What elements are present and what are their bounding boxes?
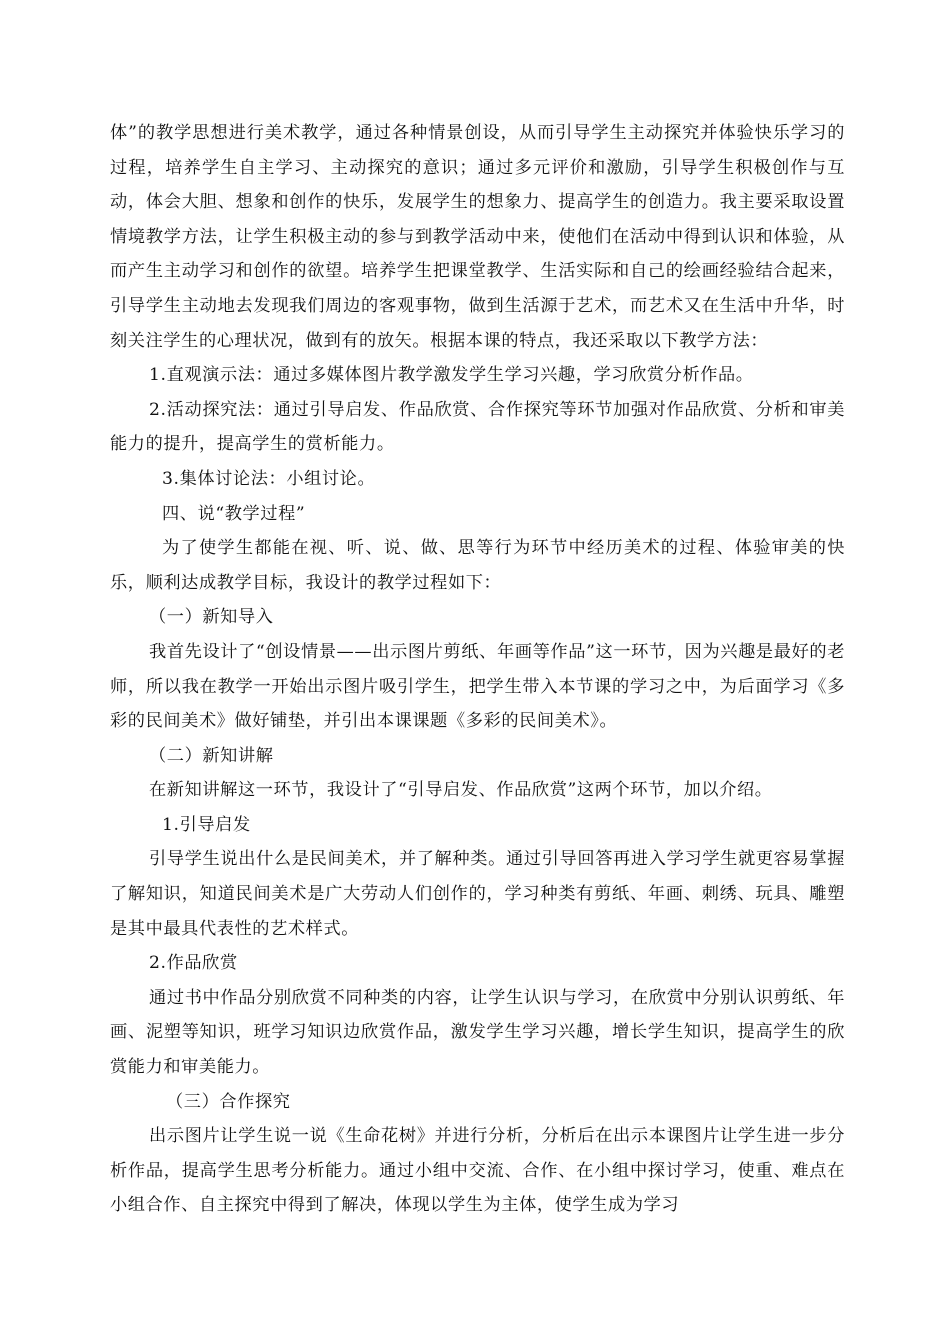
teaching-method-1: 1.直观演示法：通过多媒体图片教学激发学生学习兴趣，学习欣赏分析作品。 [149, 365, 754, 386]
section-4-heading: 四、说“教学过程” [162, 503, 306, 524]
subsection-3-heading: （三）合作探究 [166, 1091, 291, 1112]
section-4-intro: 为了使学生都能在视、听、说、做、思等行为环节中经历美术的过程、体验审美的快乐，顺利达成教学目标，我设计的教学过程如下： [110, 538, 845, 593]
subsection-2-heading: （二）新知讲解 [149, 745, 274, 766]
subsection-3-body: 出示图片让学生说一说《生命花树》并进行分析，分析后在出示本课图片让学生进一步分析作品，提高学生思考分析能力。通过小组中交流、合作、在小组中探讨学习，使重、难点在小组合作、自主探究中得到了解决，体现以学生为主体，使学生成为学习 [110, 1126, 845, 1216]
subsection-2-body: 在新知讲解这一环节，我设计了“引导启发、作品欣赏”这两个环节，加以介绍。 [149, 780, 773, 801]
document-page [110, 116, 845, 1223]
intro-paragraph: 体”的教学思想进行美术教学，通过各种情景创设，从而引导学生主动探究并体验快乐学习的过程，培养学生自主学习、主动探究的意识；通过多元评价和激励，引导学生积极创作与互动，体会大胆、想象和创作的快乐，发展学生的想象力、提高学生的创造力。我主要采取设置情境教学方法，让学生积极主动的参与到教学活动中来，使他们在活动中得到认识和体验，从而产生主动学习和创作的欲望。培养学生把课堂教学、生活实际和自己的绘画经验结合起来，引导学生主动地去发现我们周边的客观事物，做到生活源于艺术，而艺术又在生活中升华，时刻关注学生的心理状况，做到有的放矢。根据本课的特点，我还采取以下教学方法： [110, 123, 845, 351]
item-1-heading: 1.引导启发 [162, 814, 251, 835]
item-2-heading: 2.作品欣赏 [149, 953, 238, 974]
teaching-method-3: 3.集体讨论法：小组讨论。 [162, 468, 376, 489]
subsection-1-body: 我首先设计了“创设情景——出示图片剪纸、年画等作品”这一环节，因为兴趣是最好的老师，所以我在教学一开始出示图片吸引学生，把学生带入本节课的学习之中，为后面学习《多彩的民间美术》做好铺垫，并引出本课课题《多彩的民间美术》。 [110, 641, 845, 732]
item-2-body: 通过书中作品分别欣赏不同种类的内容，让学生认识与学习，在欣赏中分别认识剪纸、年画、泥塑等知识，班学习知识边欣赏作品，激发学生学习兴趣，增长学生知识，提高学生的欣赏能力和审美能力。 [110, 987, 845, 1078]
teaching-method-2: 2.活动探究法：通过引导启发、作品欣赏、合作探究等环节加强对作品欣赏、分析和审美能力的提升，提高学生的赏析能力。 [110, 399, 845, 455]
subsection-1-heading: （一）新知导入 [149, 607, 274, 628]
item-1-body: 引导学生说出什么是民间美术，并了解种类。通过引导回答再进入学习学生就更容易掌握了解知识，知道民间美术是广大劳动人们创作的，学习种类有剪纸、年画、刺绣、玩具、雕塑是其中最具代表性的艺术样式。 [110, 849, 845, 939]
